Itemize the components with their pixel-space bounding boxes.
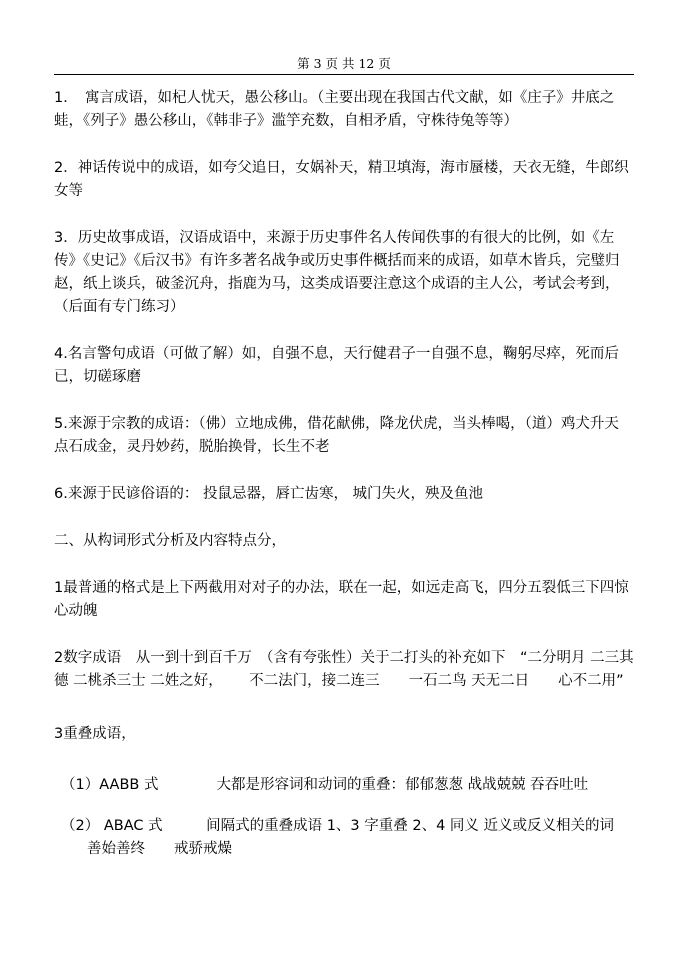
sub-item-abac (54, 815, 634, 861)
header-divider (54, 74, 634, 75)
paragraph-religion-idioms: 5.来源于宗教的成语：（佛）立地成佛，借花献佛，降龙伏虎，当头棒喝，（道）鸡犬升天 点石成金，灵丹妙药，脱胎换骨，长生不老 (54, 416, 624, 455)
sub-item-abac-line2: 善始善终 戒骄戒燥 (87, 841, 232, 857)
paragraph-proverb-idioms: 6.来源于民谚俗语的： 投鼠忌器，唇亡齿寒， 城门失火，殃及鱼池 (54, 486, 484, 502)
page-number-header: 第 3 页 共 12 页 (297, 56, 391, 71)
paragraph-myth-idioms: 2．神话传说中的成语，如夸父追日，女娲补天，精卫填海，海市蜃楼，天衣无缝，牛郎织女等 (54, 160, 629, 199)
paragraph-number-idioms: 2数字成语 从一到十到百千万 （含有夸张性）关于二打头的补充如下 “二分明月 二三其德 二桃杀三士 二姓之好， 不二法门，接二连三 一石二鸟 天无二日 心不二用” (54, 650, 634, 689)
section-heading-structure: 二、从构词形式分析及内容特点分， (54, 533, 286, 549)
paragraph-famous-quotes-idioms: 4.名言警句成语（可做了解）如，自强不息，天行健君子一自强不息，鞠躬尽瘁，死而后已，切磋琢磨 (54, 346, 619, 385)
paragraph-reduplication-idioms: 3重叠成语， (54, 726, 136, 742)
paragraph-fable-idioms: 1． 寓言成语，如杞人忧天，愚公移山。（主要出现在我国古代文献，如《庄子》井底之蛙，《列子》愚公移山，《韩非子》滥竽充数，自相矛盾，守株待兔等等） (54, 90, 615, 129)
paragraph-common-format: 1最普通的格式是上下两截用对对子的办法，联在一起，如远走高飞，四分五裂低三下四惊心动魄 (54, 580, 629, 619)
sub-item-aabb: （1）AABB 式 大都是形容词和动词的重叠：郁郁葱葱 战战兢兢 吞吞吐吐 (61, 777, 589, 793)
document-body (54, 87, 634, 861)
paragraph-history-idioms: 3．历史故事成语，汉语成语中，来源于历史事件名人传闻佚事的有很大的比例，如《左传》《史记》《后汉书》有许多著名战争或历史事件概括而来的成语，如草木皆兵，完璧归赵，纸上谈兵，破釜沉舟，指鹿为马，这类成语要注意这个成语的主人公，考试会考到，（后面有专门练习） (54, 230, 620, 315)
sub-item-abac-line1: （2） ABAC 式 间隔式的重叠成语 1、3 字重叠 2、4 同义 近义或反义相关的词 (61, 818, 615, 834)
